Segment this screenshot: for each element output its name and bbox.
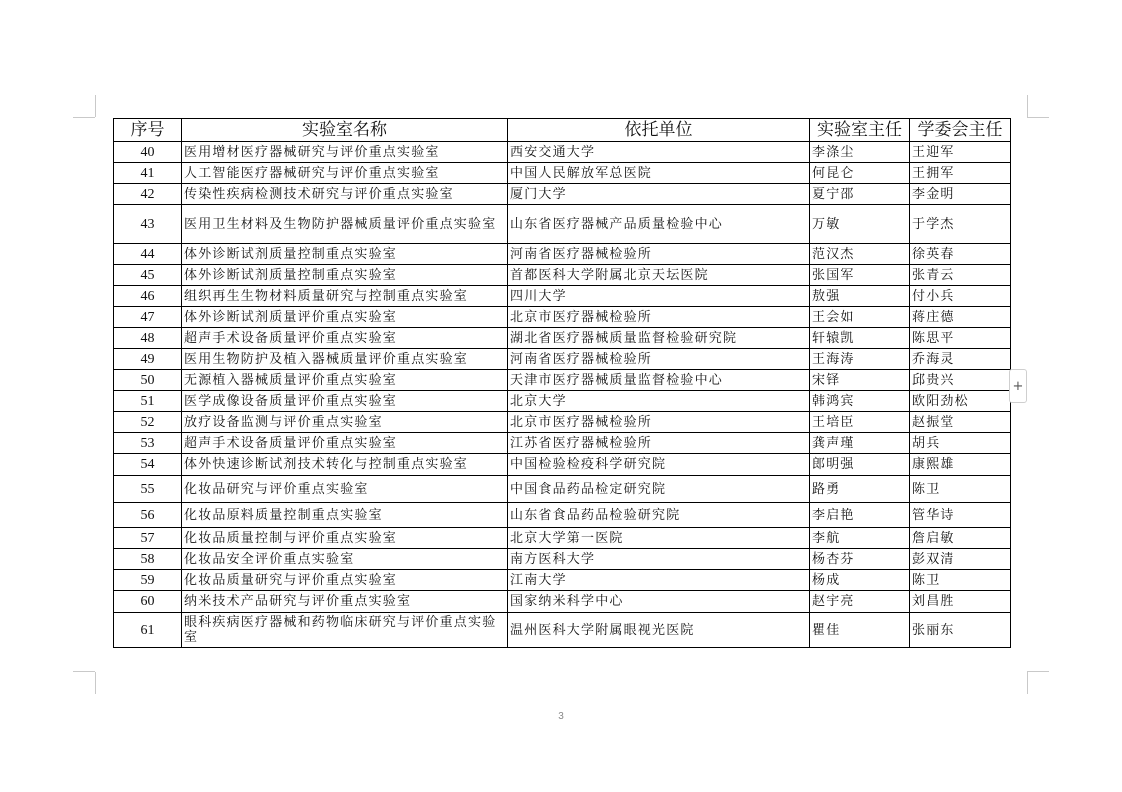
cell-host-unit: 中国检验检疫科学研究院 <box>508 454 810 476</box>
header-serial-number: 序号 <box>114 119 182 142</box>
cell-lab-director: 敖强 <box>810 286 910 307</box>
table-row <box>114 265 1011 286</box>
cell-serial-number: 56 <box>114 503 182 528</box>
cell-lab-director: 杨杏芬 <box>810 549 910 570</box>
crop-mark-top-left-h <box>73 117 95 118</box>
cell-lab-director: 龚声瑾 <box>810 433 910 454</box>
cell-lab-name: 放疗设备监测与评价重点实验室 <box>182 412 508 433</box>
cell-host-unit: 北京市医疗器械检验所 <box>508 307 810 328</box>
table-row <box>114 163 1011 184</box>
cell-lab-director: 宋铎 <box>810 370 910 391</box>
cell-lab-name: 体外诊断试剂质量评价重点实验室 <box>182 307 508 328</box>
cell-lab-director: 路勇 <box>810 476 910 503</box>
cell-committee-chair: 李金明 <box>910 184 1011 205</box>
cell-lab-director: 范汉杰 <box>810 244 910 265</box>
table-row <box>114 184 1011 205</box>
cell-serial-number: 58 <box>114 549 182 570</box>
cell-lab-director: 王海涛 <box>810 349 910 370</box>
table-row <box>114 370 1011 391</box>
cell-lab-name: 化妆品质量控制与评价重点实验室 <box>182 528 508 549</box>
table-row <box>114 142 1011 163</box>
cell-committee-chair: 乔海灵 <box>910 349 1011 370</box>
table-row <box>114 205 1011 244</box>
cell-lab-director: 韩鸿宾 <box>810 391 910 412</box>
table-row <box>114 349 1011 370</box>
cell-lab-name: 化妆品安全评价重点实验室 <box>182 549 508 570</box>
table-header-row <box>114 119 1011 142</box>
table-row <box>114 433 1011 454</box>
cell-lab-director: 夏宁邵 <box>810 184 910 205</box>
table-row <box>114 570 1011 591</box>
cell-lab-name: 医用增材医疗器械研究与评价重点实验室 <box>182 142 508 163</box>
cell-committee-chair: 管华诗 <box>910 503 1011 528</box>
cell-host-unit: 江南大学 <box>508 570 810 591</box>
cell-committee-chair: 蒋庄德 <box>910 307 1011 328</box>
cell-lab-director: 万敏 <box>810 205 910 244</box>
table-row <box>114 244 1011 265</box>
cell-host-unit: 山东省食品药品检验研究院 <box>508 503 810 528</box>
cell-host-unit: 江苏省医疗器械检验所 <box>508 433 810 454</box>
table-row <box>114 286 1011 307</box>
cell-committee-chair: 康熙雄 <box>910 454 1011 476</box>
cell-serial-number: 47 <box>114 307 182 328</box>
cell-lab-director: 李涤尘 <box>810 142 910 163</box>
cell-serial-number: 50 <box>114 370 182 391</box>
cell-lab-director: 王培臣 <box>810 412 910 433</box>
cell-serial-number: 61 <box>114 613 182 648</box>
cell-lab-name: 体外诊断试剂质量控制重点实验室 <box>182 265 508 286</box>
cell-lab-director: 赵宇亮 <box>810 591 910 613</box>
cell-host-unit: 山东省医疗器械产品质量检验中心 <box>508 205 810 244</box>
table-row <box>114 503 1011 528</box>
crop-mark-top-right-v <box>1027 95 1028 117</box>
crop-mark-top-right-h <box>1027 117 1049 118</box>
cell-lab-director: 杨成 <box>810 570 910 591</box>
cell-serial-number: 60 <box>114 591 182 613</box>
cell-committee-chair: 赵振堂 <box>910 412 1011 433</box>
header-lab-name: 实验室名称 <box>182 119 508 142</box>
cell-lab-director: 瞿佳 <box>810 613 910 648</box>
cell-lab-name: 医学成像设备质量评价重点实验室 <box>182 391 508 412</box>
header-committee-chair: 学委会主任 <box>910 119 1011 142</box>
cell-host-unit: 西安交通大学 <box>508 142 810 163</box>
header-host-unit: 依托单位 <box>508 119 810 142</box>
table-row <box>114 412 1011 433</box>
cell-committee-chair: 刘昌胜 <box>910 591 1011 613</box>
cell-lab-name: 化妆品质量研究与评价重点实验室 <box>182 570 508 591</box>
cell-lab-name: 传染性疾病检测技术研究与评价重点实验室 <box>182 184 508 205</box>
cell-host-unit: 四川大学 <box>508 286 810 307</box>
table-row <box>114 307 1011 328</box>
table-row <box>114 613 1011 648</box>
cell-host-unit: 北京大学 <box>508 391 810 412</box>
cell-committee-chair: 张青云 <box>910 265 1011 286</box>
crop-mark-bottom-right-v <box>1027 672 1028 694</box>
table-row <box>114 528 1011 549</box>
cell-host-unit: 温州医科大学附属眼视光医院 <box>508 613 810 648</box>
cell-host-unit: 天津市医疗器械质量监督检验中心 <box>508 370 810 391</box>
cell-committee-chair: 陈思平 <box>910 328 1011 349</box>
cell-lab-director: 轩辕凯 <box>810 328 910 349</box>
table-row <box>114 591 1011 613</box>
cell-committee-chair: 付小兵 <box>910 286 1011 307</box>
cell-committee-chair: 邱贵兴 <box>910 370 1011 391</box>
cell-committee-chair: 陈卫 <box>910 476 1011 503</box>
cell-lab-director: 张国军 <box>810 265 910 286</box>
cell-serial-number: 51 <box>114 391 182 412</box>
cell-serial-number: 42 <box>114 184 182 205</box>
cell-lab-name: 体外诊断试剂质量控制重点实验室 <box>182 244 508 265</box>
cell-serial-number: 48 <box>114 328 182 349</box>
table-row <box>114 391 1011 412</box>
cell-lab-director: 李航 <box>810 528 910 549</box>
cell-lab-name: 人工智能医疗器械研究与评价重点实验室 <box>182 163 508 184</box>
cell-host-unit: 厦门大学 <box>508 184 810 205</box>
cell-lab-name: 眼科疾病医疗器械和药物临床研究与评价重点实验室 <box>182 613 508 648</box>
cell-committee-chair: 王拥军 <box>910 163 1011 184</box>
table-row <box>114 476 1011 503</box>
cell-host-unit: 北京大学第一医院 <box>508 528 810 549</box>
cell-serial-number: 59 <box>114 570 182 591</box>
cell-serial-number: 57 <box>114 528 182 549</box>
crop-mark-top-left-v <box>95 95 96 117</box>
cell-serial-number: 52 <box>114 412 182 433</box>
cell-committee-chair: 詹启敏 <box>910 528 1011 549</box>
table-body <box>114 142 1011 648</box>
cell-lab-name: 医用卫生材料及生物防护器械质量评价重点实验室 <box>182 205 508 244</box>
cell-host-unit: 湖北省医疗器械质量监督检验研究院 <box>508 328 810 349</box>
crop-mark-bottom-right-h <box>1027 671 1049 672</box>
cell-serial-number: 53 <box>114 433 182 454</box>
cell-lab-director: 何昆仑 <box>810 163 910 184</box>
cell-host-unit: 南方医科大学 <box>508 549 810 570</box>
cell-committee-chair: 张丽东 <box>910 613 1011 648</box>
cell-committee-chair: 彭双清 <box>910 549 1011 570</box>
cell-lab-name: 无源植入器械质量评价重点实验室 <box>182 370 508 391</box>
cell-serial-number: 46 <box>114 286 182 307</box>
cell-lab-name: 医用生物防护及植入器械质量评价重点实验室 <box>182 349 508 370</box>
cell-serial-number: 40 <box>114 142 182 163</box>
table-row <box>114 328 1011 349</box>
cell-serial-number: 43 <box>114 205 182 244</box>
cell-lab-director: 王会如 <box>810 307 910 328</box>
cell-serial-number: 54 <box>114 454 182 476</box>
cell-lab-name: 超声手术设备质量评价重点实验室 <box>182 433 508 454</box>
cell-host-unit: 北京市医疗器械检验所 <box>508 412 810 433</box>
cell-host-unit: 河南省医疗器械检验所 <box>508 349 810 370</box>
cell-committee-chair: 欧阳劲松 <box>910 391 1011 412</box>
cell-serial-number: 41 <box>114 163 182 184</box>
crop-mark-bottom-left-v <box>95 672 96 694</box>
cell-lab-name: 纳米技术产品研究与评价重点实验室 <box>182 591 508 613</box>
page-number: 3 <box>558 711 564 722</box>
cell-lab-name: 体外快速诊断试剂技术转化与控制重点实验室 <box>182 454 508 476</box>
table-row <box>114 454 1011 476</box>
cell-serial-number: 55 <box>114 476 182 503</box>
cell-lab-name: 化妆品研究与评价重点实验室 <box>182 476 508 503</box>
cell-committee-chair: 徐英春 <box>910 244 1011 265</box>
cell-lab-director: 郎明强 <box>810 454 910 476</box>
cell-lab-director: 李启艳 <box>810 503 910 528</box>
cell-serial-number: 49 <box>114 349 182 370</box>
cell-lab-name: 超声手术设备质量评价重点实验室 <box>182 328 508 349</box>
cell-lab-name: 组织再生生物材料质量研究与控制重点实验室 <box>182 286 508 307</box>
cell-committee-chair: 胡兵 <box>910 433 1011 454</box>
crop-mark-bottom-left-h <box>73 671 95 672</box>
add-button[interactable]: + <box>1009 369 1027 403</box>
cell-serial-number: 44 <box>114 244 182 265</box>
table-row <box>114 549 1011 570</box>
cell-host-unit: 河南省医疗器械检验所 <box>508 244 810 265</box>
cell-committee-chair: 陈卫 <box>910 570 1011 591</box>
cell-host-unit: 首都医科大学附属北京天坛医院 <box>508 265 810 286</box>
cell-committee-chair: 于学杰 <box>910 205 1011 244</box>
cell-lab-name: 化妆品原料质量控制重点实验室 <box>182 503 508 528</box>
cell-committee-chair: 王迎军 <box>910 142 1011 163</box>
cell-serial-number: 45 <box>114 265 182 286</box>
header-lab-director: 实验室主任 <box>810 119 910 142</box>
cell-host-unit: 国家纳米科学中心 <box>508 591 810 613</box>
laboratory-table <box>113 118 1011 648</box>
cell-host-unit: 中国食品药品检定研究院 <box>508 476 810 503</box>
cell-host-unit: 中国人民解放军总医院 <box>508 163 810 184</box>
